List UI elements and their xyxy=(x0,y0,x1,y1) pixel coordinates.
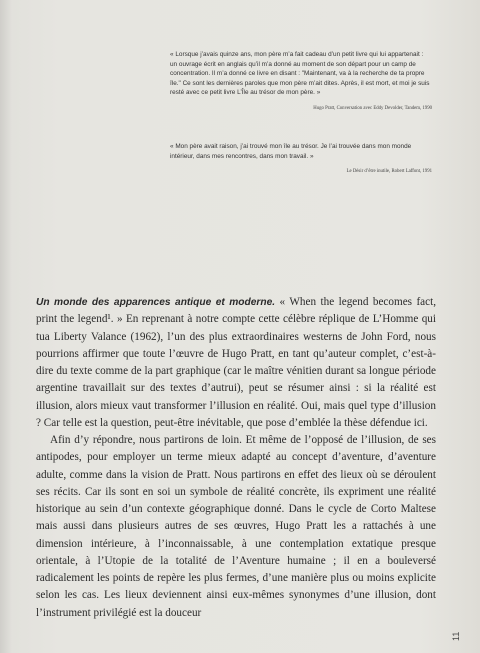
paragraph: Afin d’y répondre, nous partirons de loin. Et même de l’opposé de l’illusion, de ses antipodes, pour employer un terme mieux adapté au concept d’aventure, d’aventure adulte, comme dans la vision de Pratt. Nous partirons en effet des lieux où se déroulent ses récits. Car ils sont en soi un symbole de réalité concrète, ils expriment une réalité historique au sein d’un contexte géographique donné. Dans le cycle de Corto Maltese mais aussi dans plusieurs autres de ses œuvres, Hugo Pratt les a rattachés à une dimension intérieure, à l’inconnaissable, à une contemplation extatique presque orientale, à l’Utopie de la totalité de l’Aventure humaine ; il en a bouleversé radicalement les points de repère les plus fermes, d’une manière plus ou moins explicite selon les cas. Les lieux deviennent ainsi eux-mêmes synonymes d’une illusion, dont l’instrument privilégié est la douceur xyxy=(36,434,436,619)
epigraph-source: Le Désir d’être inutile, Robert Laffont, 1991 xyxy=(346,169,432,175)
section-title: Un monde des apparences antique et moderne. xyxy=(36,297,276,308)
paragraph-text: « When the legend becomes fact, print the legend¹. » En reprenant à notre compte cette célèbre réplique de L’Homme qui tua Liberty Valance (1962), l’un des plus extraordinaires westerns de John Ford, nous pourrions affirmer que toute l’œuvre de Hugo Pratt, en tant qu’auteur complet, c’est-à-dire du texte comme de la part graphique (car le maître vénitien durant sa longue période argentine travaillait sur des textes d’autrui), peut se résumer ainsi : si la réalité est illusion, alors mieux vaut transformer l’illusion en réalité. Oui, mais quel type d’illusion ? Car telle est la question, peut-être inévitable, que pose d’emblée la thèse défendue ici. xyxy=(36,296,437,429)
body-text xyxy=(36,294,436,622)
epigraph-quote xyxy=(170,142,432,177)
paragraph xyxy=(36,294,436,432)
epigraph-text: « Lorsque j’avais quinze ans, mon père m’a fait cadeau d’un petit livre qui lui appartenait : un ouvrage écrit en anglais qu’il m’a donné au moment de son départ pour un camp de concentration. Il m’a donné ce livre en disant : "Maintenant, va à la recherche de ta propre île." Ce sont les dernières paroles que mon père m’ait dites. Après, il est mort, et moi je suis resté avec ce petit livre L’Île au trésor de mon père. » xyxy=(170,51,430,97)
page-number: 11 xyxy=(451,631,461,641)
epigraph-text: « Mon père avait raison, j’ai trouvé mon île au trésor. Je l’ai trouvée dans mon monde intérieur, dans mes rencontres, dans mon travail. » xyxy=(170,143,412,160)
epigraph-quote xyxy=(170,50,432,114)
epigraph-source: Hugo Pratt, Conversation avec Eddy Devolder, Tandem, 1990 xyxy=(313,105,432,111)
